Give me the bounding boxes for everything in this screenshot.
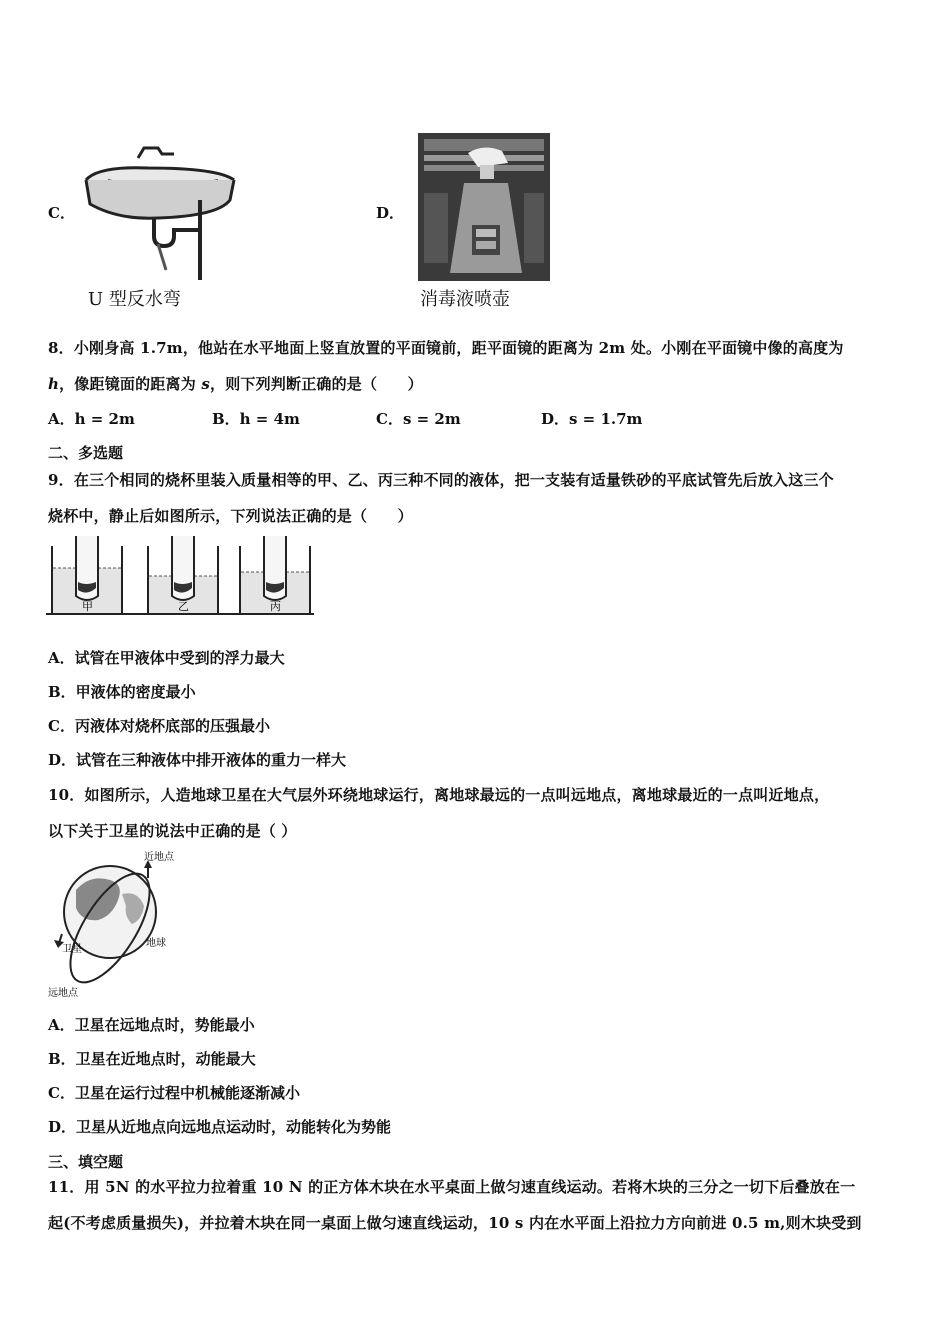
beakers-figure	[46, 534, 316, 620]
satellite-orbit-figure	[46, 850, 186, 1000]
spray-bottle-figure	[418, 133, 550, 281]
q9-line1: 9．在三个相同的烧杯里装入质量相等的甲、乙、丙三种不同的液体，把一支装有适量铁砂的平底试管先后放入这三个	[48, 471, 834, 489]
beaker-yi	[148, 536, 218, 614]
fig-near-point-label: 近地点	[144, 852, 174, 863]
q9-option-d: D．试管在三种液体中排开液体的重力一样大	[48, 751, 347, 769]
q8-line2-post: ，则下列判断正确的是（ ）	[210, 375, 423, 393]
q8-var-h: h	[48, 375, 60, 393]
beaker-label-bing: 丙	[270, 600, 281, 613]
section-fill-blank-heading: 三、填空题	[48, 1153, 124, 1171]
q11-line2: 起(不考虑质量损失)，并拉着木块在同一桌面上做匀速直线运动，10 s 内在水平面上沿拉力方向前进 0.5 m,则木块受到	[48, 1214, 862, 1232]
fig-satellite-label: 卫星	[62, 944, 82, 955]
u-bend-sink-figure	[78, 140, 243, 280]
option-c-caption: U 型反水弯	[88, 289, 181, 310]
q8-line2-mid: ，像距镜面的距离为	[59, 375, 202, 393]
fig-far-point-label: 远地点	[48, 988, 78, 999]
option-c-label: C．	[48, 204, 75, 222]
q8-option-c: C．s = 2m	[376, 410, 461, 428]
q10-option-c: C．卫星在运行过程中机械能逐渐减小	[48, 1084, 300, 1102]
fig-earth-label: 地球	[146, 938, 166, 949]
beaker-label-yi: 乙	[178, 600, 189, 613]
section-multi-choice-heading: 二、多选题	[48, 444, 124, 462]
beaker-label-jia: 甲	[82, 600, 93, 613]
q8-option-b: B．h = 4m	[212, 410, 300, 428]
q9-line2: 烧杯中，静止后如图所示，下列说法正确的是（ ）	[48, 507, 413, 525]
q9-option-a: A．试管在甲液体中受到的浮力最大	[48, 649, 285, 667]
q8-line1: 8．小刚身高 1.7m，他站在水平地面上竖直放置的平面镜前，距平面镜的距离为 2m 处。小刚在平面镜中像的高度为	[48, 339, 844, 357]
q8-option-d: D．s = 1.7m	[541, 410, 643, 428]
q11-line1: 11．用 5N 的水平拉力拉着重 10 N 的正方体木块在水平桌面上做匀速直线运动。若将木块的三分之一切下后叠放在一	[48, 1178, 856, 1196]
option-d-label: D．	[376, 204, 405, 222]
q9-option-c: C．丙液体对烧杯底部的压强最小	[48, 717, 270, 735]
q10-option-a: A．卫星在远地点时，势能最小	[48, 1016, 255, 1034]
q8-var-s: s	[201, 375, 210, 393]
q10-option-d: D．卫星从近地点向远地点运动时，动能转化为势能	[48, 1118, 392, 1136]
option-d-caption: 消毒液喷壶	[420, 289, 510, 310]
q8-line2	[48, 373, 423, 394]
q10-line1: 10．如图所示，人造地球卫星在大气层外环绕地球运行，离地球最远的一点叫远地点，离地球最近的一点叫近地点，	[48, 786, 830, 804]
q10-line2: 以下关于卫星的说法中正确的是（ ）	[48, 822, 297, 840]
q8-option-a: A．h = 2m	[48, 410, 135, 428]
q10-option-b: B．卫星在近地点时，动能最大	[48, 1050, 256, 1068]
beaker-jia	[52, 536, 122, 614]
beaker-bing	[240, 536, 310, 614]
q9-option-b: B．甲液体的密度最小	[48, 683, 196, 701]
